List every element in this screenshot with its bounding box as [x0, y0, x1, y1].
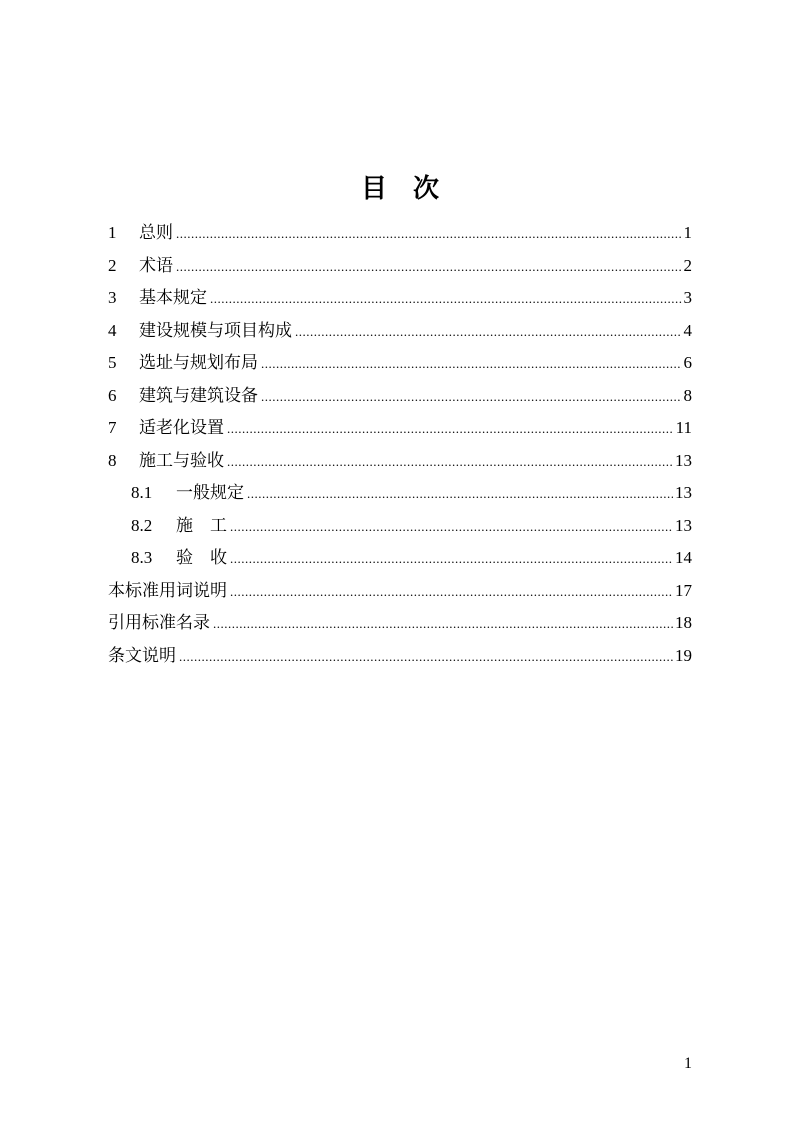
toc-entry-number: 1	[108, 223, 117, 242]
toc-dot-leader	[261, 348, 682, 381]
toc-entry-page: 14	[675, 548, 692, 567]
toc-entry-number: 8.1	[131, 483, 153, 502]
toc-dot-leader	[176, 251, 682, 284]
toc-entry-page: 8	[683, 385, 692, 405]
toc-entry-page: 18	[675, 613, 692, 632]
toc-entry-2[interactable]	[108, 250, 692, 283]
toc-entry-number: 8.2	[131, 515, 153, 535]
toc-entry-number: 7	[108, 418, 117, 437]
toc-entry-page: 13	[675, 483, 692, 502]
toc-entry-7[interactable]	[108, 412, 692, 445]
toc-entry-label: 基本规定	[139, 288, 207, 308]
toc-entry-label: 总则	[139, 223, 173, 243]
toc-entry-label: 选址与规划布局	[139, 353, 258, 373]
toc-entry-page: 4	[683, 320, 692, 340]
toc-entry-number: 3	[108, 288, 117, 307]
toc-entry-label: 术语	[139, 255, 173, 276]
toc-entry-referenced-standards[interactable]	[108, 607, 692, 640]
toc-entry-8-1[interactable]	[108, 477, 692, 510]
toc-entry-8[interactable]	[108, 445, 692, 478]
toc-entry-label: 施工与验收	[139, 450, 224, 471]
toc-dot-leader	[261, 381, 682, 414]
toc-entry-8-3[interactable]	[108, 542, 692, 575]
toc-dot-leader	[230, 576, 673, 609]
toc-dot-leader	[295, 316, 682, 349]
toc-entry-label: 验 收	[176, 548, 227, 568]
toc-entry-4[interactable]	[108, 315, 692, 348]
toc-entry-page: 13	[675, 515, 692, 535]
toc-entry-label: 一般规定	[176, 483, 244, 503]
toc-entry-label: 条文说明	[108, 645, 176, 666]
toc-dot-leader	[227, 413, 674, 446]
page-number: 1	[684, 1055, 692, 1072]
toc-dot-leader	[227, 446, 673, 479]
toc-entry-page: 2	[683, 255, 692, 275]
toc-entry-5[interactable]	[108, 347, 692, 380]
toc-entry-label: 建设规模与项目构成	[139, 320, 292, 341]
toc-entry-number: 8	[108, 450, 117, 470]
toc-entry-number: 8.3	[131, 548, 153, 567]
toc-dot-leader	[213, 608, 673, 641]
toc-entry-number: 5	[108, 353, 117, 372]
toc-entry-page: 17	[675, 580, 692, 600]
toc-dot-leader	[230, 543, 673, 576]
toc-dot-leader	[179, 641, 673, 674]
toc-dot-leader	[176, 218, 682, 251]
toc-entry-page: 13	[675, 450, 692, 470]
toc-dot-leader	[210, 283, 682, 316]
toc-entry-label: 本标准用词说明	[108, 580, 227, 601]
toc-entry-wording-explanation[interactable]	[108, 575, 692, 608]
table-of-contents	[108, 217, 692, 672]
toc-entry-8-2[interactable]	[108, 510, 692, 543]
toc-entry-clause-explanation[interactable]	[108, 640, 692, 673]
toc-entry-number: 2	[108, 255, 117, 275]
toc-entry-number: 6	[108, 385, 117, 405]
page-title: 目 次	[360, 174, 439, 205]
toc-entry-label: 引用标准名录	[108, 613, 210, 633]
toc-entry-number: 4	[108, 320, 117, 340]
toc-dot-leader	[230, 511, 673, 544]
toc-dot-leader	[247, 478, 673, 511]
toc-entry-page: 19	[675, 645, 692, 665]
toc-entry-page: 6	[683, 353, 692, 372]
toc-entry-label: 建筑与建筑设备	[139, 385, 258, 406]
toc-entry-1[interactable]	[108, 217, 692, 250]
toc-entry-label: 施 工	[176, 515, 227, 536]
toc-entry-6[interactable]	[108, 380, 692, 413]
toc-entry-page: 3	[683, 288, 692, 307]
toc-entry-page: 1	[683, 223, 692, 242]
toc-entry-page: 11	[675, 418, 692, 437]
toc-entry-label: 适老化设置	[139, 418, 224, 438]
toc-entry-3[interactable]	[108, 282, 692, 315]
